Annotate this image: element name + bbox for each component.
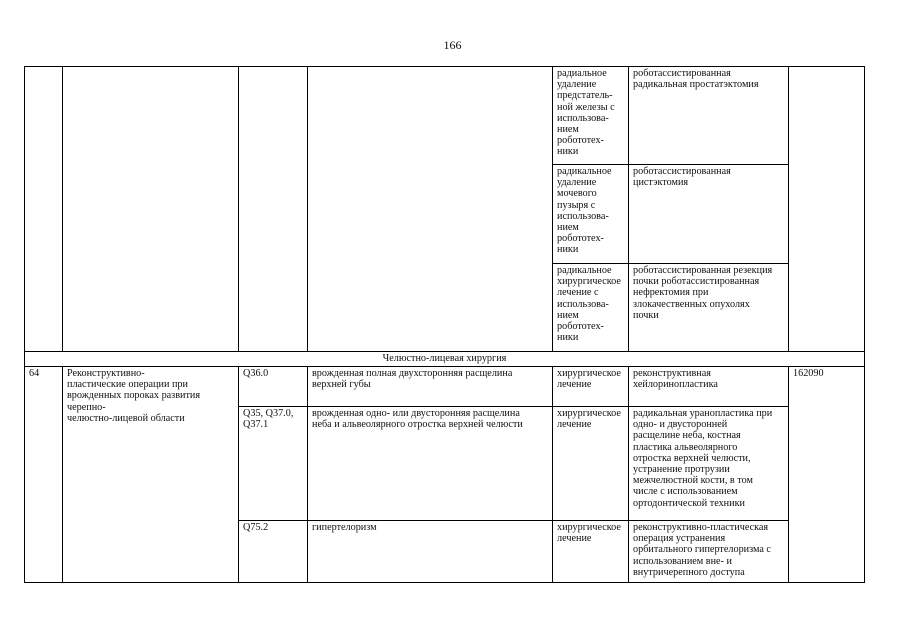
table-row [25, 367, 865, 407]
section-row [25, 352, 865, 367]
group-number: 64 [25, 367, 63, 583]
page-number: 166 [443, 38, 462, 52]
method-type-cell: радиальное удаление предстатель- ной железы с использова- нием робототех- ники [553, 67, 629, 165]
codes-cell [239, 67, 308, 352]
treatment-method: реконструктивно-пластическая операция устранения орбитального гипертелоризма с использованием вне- и внутричерепного доступа [629, 521, 789, 583]
group-name-cell [63, 67, 239, 352]
number-cell [25, 67, 63, 352]
cost-value: 162090 [789, 367, 865, 583]
method-type-cell: радикальное удаление мочевого пузыря с использова- нием робототех- ники [553, 165, 629, 264]
section-title: Челюстно-лицевая хирургия [25, 352, 865, 367]
group-name: Реконструктивно- пластические операции при врожденных пороках развития черепно- челюстно-лицевой области [63, 367, 239, 583]
diagnosis-codes: Q75.2 [239, 521, 308, 583]
cost-cell [789, 67, 865, 352]
model-cell [308, 67, 553, 352]
diagnosis-codes: Q36.0 [239, 367, 308, 407]
method-type-cell: радикальное хирургическое лечение с использова- нием робототех- ники [553, 264, 629, 352]
method-type: хирургическое лечение [553, 521, 629, 583]
diagnosis-codes: Q35, Q37.0, Q37.1 [239, 407, 308, 521]
treatment-method: радикальная уранопластика при одно- и двусторонней расщелине неба, костная пластика альвеолярного отростка верхней челюсти, устранение протрузии межчелюстной кости, в том числе с использованием ортодонтической техники [629, 407, 789, 521]
patient-model: врожденная полная двухсторонняя расщелина верхней губы [308, 367, 553, 407]
method-type: хирургическое лечение [553, 407, 629, 521]
medical-care-table [24, 66, 865, 583]
patient-model: врожденная одно- или двусторонняя расщелина неба и альвеолярного отростка верхней челюсти [308, 407, 553, 521]
patient-model: гипертелоризм [308, 521, 553, 583]
method-type: хирургическое лечение [553, 367, 629, 407]
method-cell: роботассистированная цистэктомия [629, 165, 789, 264]
method-cell: роботассистированная радикальная простатэктомия [629, 67, 789, 165]
table-row [25, 67, 865, 165]
treatment-method: реконструктивная хейлоринопластика [629, 367, 789, 407]
method-cell: роботассистированная резекция почки роботассистированная нефректомия при злокачественных опухолях почки [629, 264, 789, 352]
